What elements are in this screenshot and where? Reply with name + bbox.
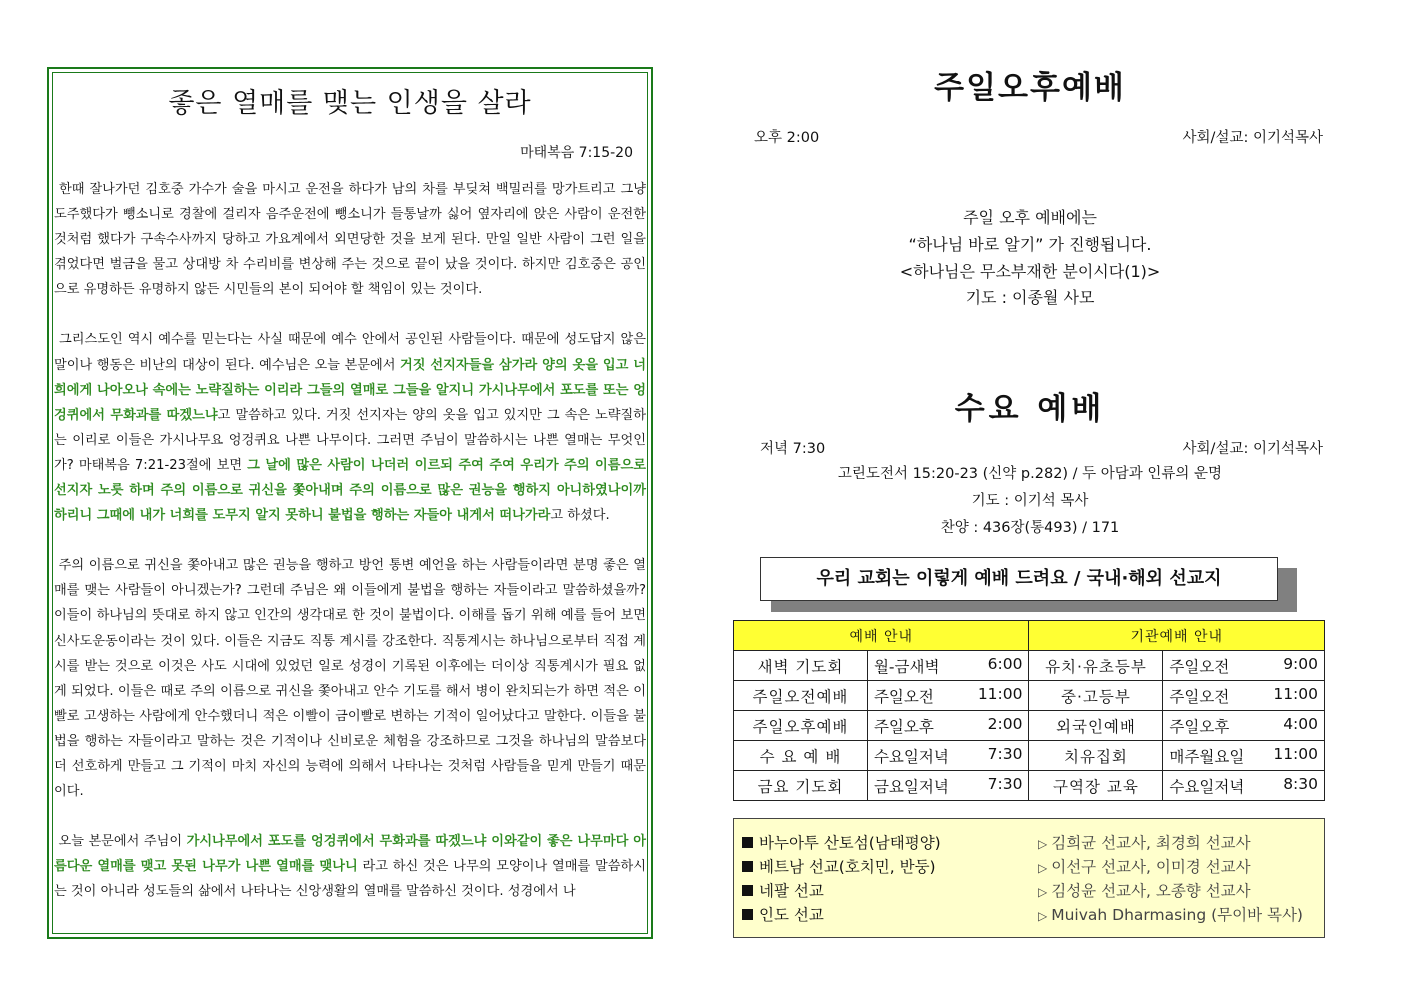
scripture-quote: 거짓 선지자들을 삼가라 양의 옷을 입고 너희에게 나아오나 속에는 노략질하는 이리라 그들의 열매로 그들을 알지니 가시나무에서 포도를 또는 엉겅퀴에서 무화과를 따겠느냐 — [54, 357, 646, 423]
sermon-text: 한때 잘나가던 김호중 가수가 술을 마시고 운전을 하다가 남의 차를 부딪쳐 백밀러를 망가트리고 그냥 도주했다가 뺑소니로 경찰에 걸리자 음주운전에 뺑소니가 들통날까 싫어 옆자리에 앉은 사람이 운전한 것처럼 했다가 구속수사까지 당하고 가요계에서 외면당한 것을 보게 된다. 만일 일반 사람이 그런 일을 겪었다면 벌금을 물고 상대방 차 수리비를 변상해 주는 것으로 끝이 났을 것이다. 하지만 김호중은 공인으로 유명하든 유명하지 않든 시민들의 본이 되어야 할 책임이 있는 것이다. — [54, 182, 646, 298]
sunday-line-1: 주일 오후 예배에는 — [963, 208, 1097, 227]
sermon-body — [54, 177, 646, 929]
table-row — [734, 771, 1325, 801]
sermon-panel — [47, 67, 653, 939]
square-bullet-icon — [742, 861, 753, 872]
sermon-paragraph — [54, 177, 646, 302]
table-row — [734, 681, 1325, 711]
sunday-prayer: 기도 : 이종월 사모 — [965, 288, 1095, 307]
mission-people: 김성윤 선교사, 오종향 선교사 — [1051, 882, 1251, 900]
sermon-paragraph — [54, 553, 646, 804]
mission-place: 베트남 선교(호치민, 반둥) — [759, 858, 936, 876]
triangle-right-icon: ▷ — [1038, 885, 1048, 899]
wednesday-time: 저녁 7:30 — [760, 441, 826, 457]
mission-place: 네팔 선교 — [759, 882, 824, 900]
department-name: 치유집회 — [1029, 741, 1163, 771]
wednesday-service-title: 수요 예배 — [954, 391, 1106, 427]
table-row — [734, 741, 1325, 771]
department-time: 매주월요일 11:00 — [1163, 741, 1325, 771]
mission-people: 이선구 선교사, 이미경 선교사 — [1051, 858, 1251, 876]
mission-row — [742, 831, 1322, 855]
missions-box — [733, 818, 1325, 938]
square-bullet-icon — [742, 909, 753, 920]
department-name: 중·고등부 — [1029, 681, 1163, 711]
sunday-service-title: 주일오후예배 — [934, 70, 1126, 106]
department-time: 주일오전 11:00 — [1163, 681, 1325, 711]
sermon-reference: 마태복음 7:15-20 — [520, 145, 633, 161]
header-department-guide: 기관예배 안내 — [1029, 621, 1325, 651]
mission-row — [742, 855, 1322, 879]
table-row — [734, 651, 1325, 681]
sermon-paragraph — [54, 327, 646, 528]
wednesday-scripture: 고린도전서 15:20-23 (신약 p.282) / 두 아담과 인류의 운명 — [837, 466, 1223, 482]
triangle-right-icon: ▷ — [1038, 861, 1048, 875]
sunday-leader: 사회/설교: 이기석목사 — [1182, 130, 1323, 146]
sermon-text: 주의 이름으로 귀신을 쫓아내고 많은 권능을 행하고 방언 통변 예언을 하는 사람들이라면 분명 좋은 열매를 맺는 사람들이 아니겠는가? 그런데 주님은 왜 이들에게 불법을 행하는 자들이라고 말씀하셨을까? 이들이 하나님의 뜻대로 하지 않고 인간의 생각대로 한 것이 불법이다. 이해를 돕기 위해 예를 들어 보면 신사도운동이라는 것이 있다. 이들은 지금도 직통 계시를 강조한다. 직통계시는 하나님으로부터 직접 계시를 받는 것으로 이것은 사도 시대에 있었던 일로 성경이 기록된 이후에는 더이상 직통계시가 필요 없게 되었다. 이들은 때로 주의 이름으로 귀신을 쫓아내고 안수 기도를 해서 병이 완치되는가 하면 적은 이빨로 고생하는 사람에게 안수했더니 적은 이빨이 금이빨로 변하는 기적이 일어났다고 말한다. 이들을 불법을 행하는 자들이라고 말하는 것은 기적이나 신비로운 체험을 강조하므로 그것을 하나님의 말씀보다 더 선호하게 만들고 그 기적이 마치 자신의 능력에 의해서 나타나는 것처럼 사람들을 믿게 만들기 때문이다. — [54, 558, 646, 800]
department-time: 주일오전 9:00 — [1163, 651, 1325, 681]
department-name: 외국인예배 — [1029, 711, 1163, 741]
service-time: 월-금새벽 6:00 — [867, 651, 1029, 681]
triangle-right-icon: ▷ — [1038, 909, 1048, 923]
service-name: 금요 기도회 — [734, 771, 868, 801]
table-row — [734, 711, 1325, 741]
service-name: 수 요 예 배 — [734, 741, 868, 771]
sunday-line-2: “하나님 바로 알기” 가 진행됩니다. — [908, 235, 1152, 254]
sunday-time: 오후 2:00 — [754, 130, 820, 146]
wednesday-leader: 사회/설교: 이기석목사 — [1182, 441, 1323, 457]
sermon-text: 오늘 본문에서 주님이 — [58, 834, 187, 850]
wednesday-prayer: 기도 : 이기석 목사 — [971, 493, 1089, 509]
service-time: 금요일저녁 7:30 — [867, 771, 1029, 801]
scripture-quote: 그 날에 많은 사람이 나더러 이르되 주여 주여 우리가 주의 이름으로 선지자 노릇 하며 주의 이름으로 귀신을 쫓아내며 주의 이름으로 많은 권능을 행하지 아니하였나이까 하리니 그때에 내가 너희를 도무지 알지 못하니 불법을 행하는 자들아 내게서 떠나가라 — [54, 457, 646, 524]
department-name: 구역장 교육 — [1029, 771, 1163, 801]
scripture-quote: 가시나무에서 포도를 엉겅퀴에서 무화과를 따겠느냐 이와같이 좋은 나무마다 아름다운 열매를 맺고 못된 나무가 나쁜 열매를 맺나니 — [54, 834, 646, 875]
mission-place: 인도 선교 — [759, 906, 824, 924]
square-bullet-icon — [742, 837, 753, 848]
worship-schedule-table — [733, 620, 1325, 801]
sermon-text: 라고 하신 것은 나무의 모양이나 열매를 말씀하시는 것이 아니라 성도들의 삶에서 나타나는 신앙생활의 열매를 말씀하신 것이다. 성경에서 나 — [54, 859, 646, 900]
service-time: 수요일저녁 7:30 — [867, 741, 1029, 771]
square-bullet-icon — [742, 885, 753, 896]
mission-row — [742, 879, 1322, 903]
department-time: 수요일저녁 8:30 — [1163, 771, 1325, 801]
sermon-text: 그리스도인 역시 예수를 믿는다는 사실 때문에 예수 안에서 공인된 사람들이다. 때문에 성도답지 않은 말이나 행동은 비난의 대상이 된다. 예수님은 오늘 본문에서 — [54, 332, 646, 373]
mission-people: 김희균 선교사, 최경희 선교사 — [1051, 834, 1251, 852]
wednesday-hymn: 찬양 : 436장(통493) / 171 — [940, 520, 1120, 536]
sermon-text: 고 하셨다. — [550, 508, 610, 524]
sermon-text: 고 말씀하고 있다. 거짓 선지자는 양의 옷을 입고 있지만 그 속은 노략질하는 이리로 이들은 가시나무요 엉겅퀴요 나쁜 나무이다. 그러면 주님이 말씀하시는 나쁜 열매는 무엇인가? 마태복음 7:21-23절에 보면 — [54, 407, 646, 473]
sunday-line-3: <하나님은 무소부재한 분이시다(1)> — [899, 262, 1161, 281]
mission-people: Muivah Dharmasing (무이바 목사) — [1051, 906, 1303, 924]
mission-place: 바누아투 산토섬(남태평양) — [759, 834, 941, 852]
sermon-paragraph — [54, 829, 646, 904]
header-worship-guide: 예배 안내 — [734, 621, 1029, 651]
department-name: 유치·유초등부 — [1029, 651, 1163, 681]
service-name: 새벽 기도회 — [734, 651, 868, 681]
service-time: 주일오후 2:00 — [867, 711, 1029, 741]
department-time: 주일오후 4:00 — [1163, 711, 1325, 741]
service-name: 주일오전예배 — [734, 681, 868, 711]
sermon-title: 좋은 열매를 맺는 인생을 살라 — [168, 88, 532, 119]
service-name: 주일오후예배 — [734, 711, 868, 741]
triangle-right-icon: ▷ — [1038, 837, 1048, 851]
table-header-row — [734, 621, 1325, 651]
worship-banner: 우리 교회는 이렇게 예배 드려요 / 국내·해외 선교지 — [760, 557, 1278, 601]
service-time: 주일오전 11:00 — [867, 681, 1029, 711]
mission-row — [742, 903, 1322, 927]
